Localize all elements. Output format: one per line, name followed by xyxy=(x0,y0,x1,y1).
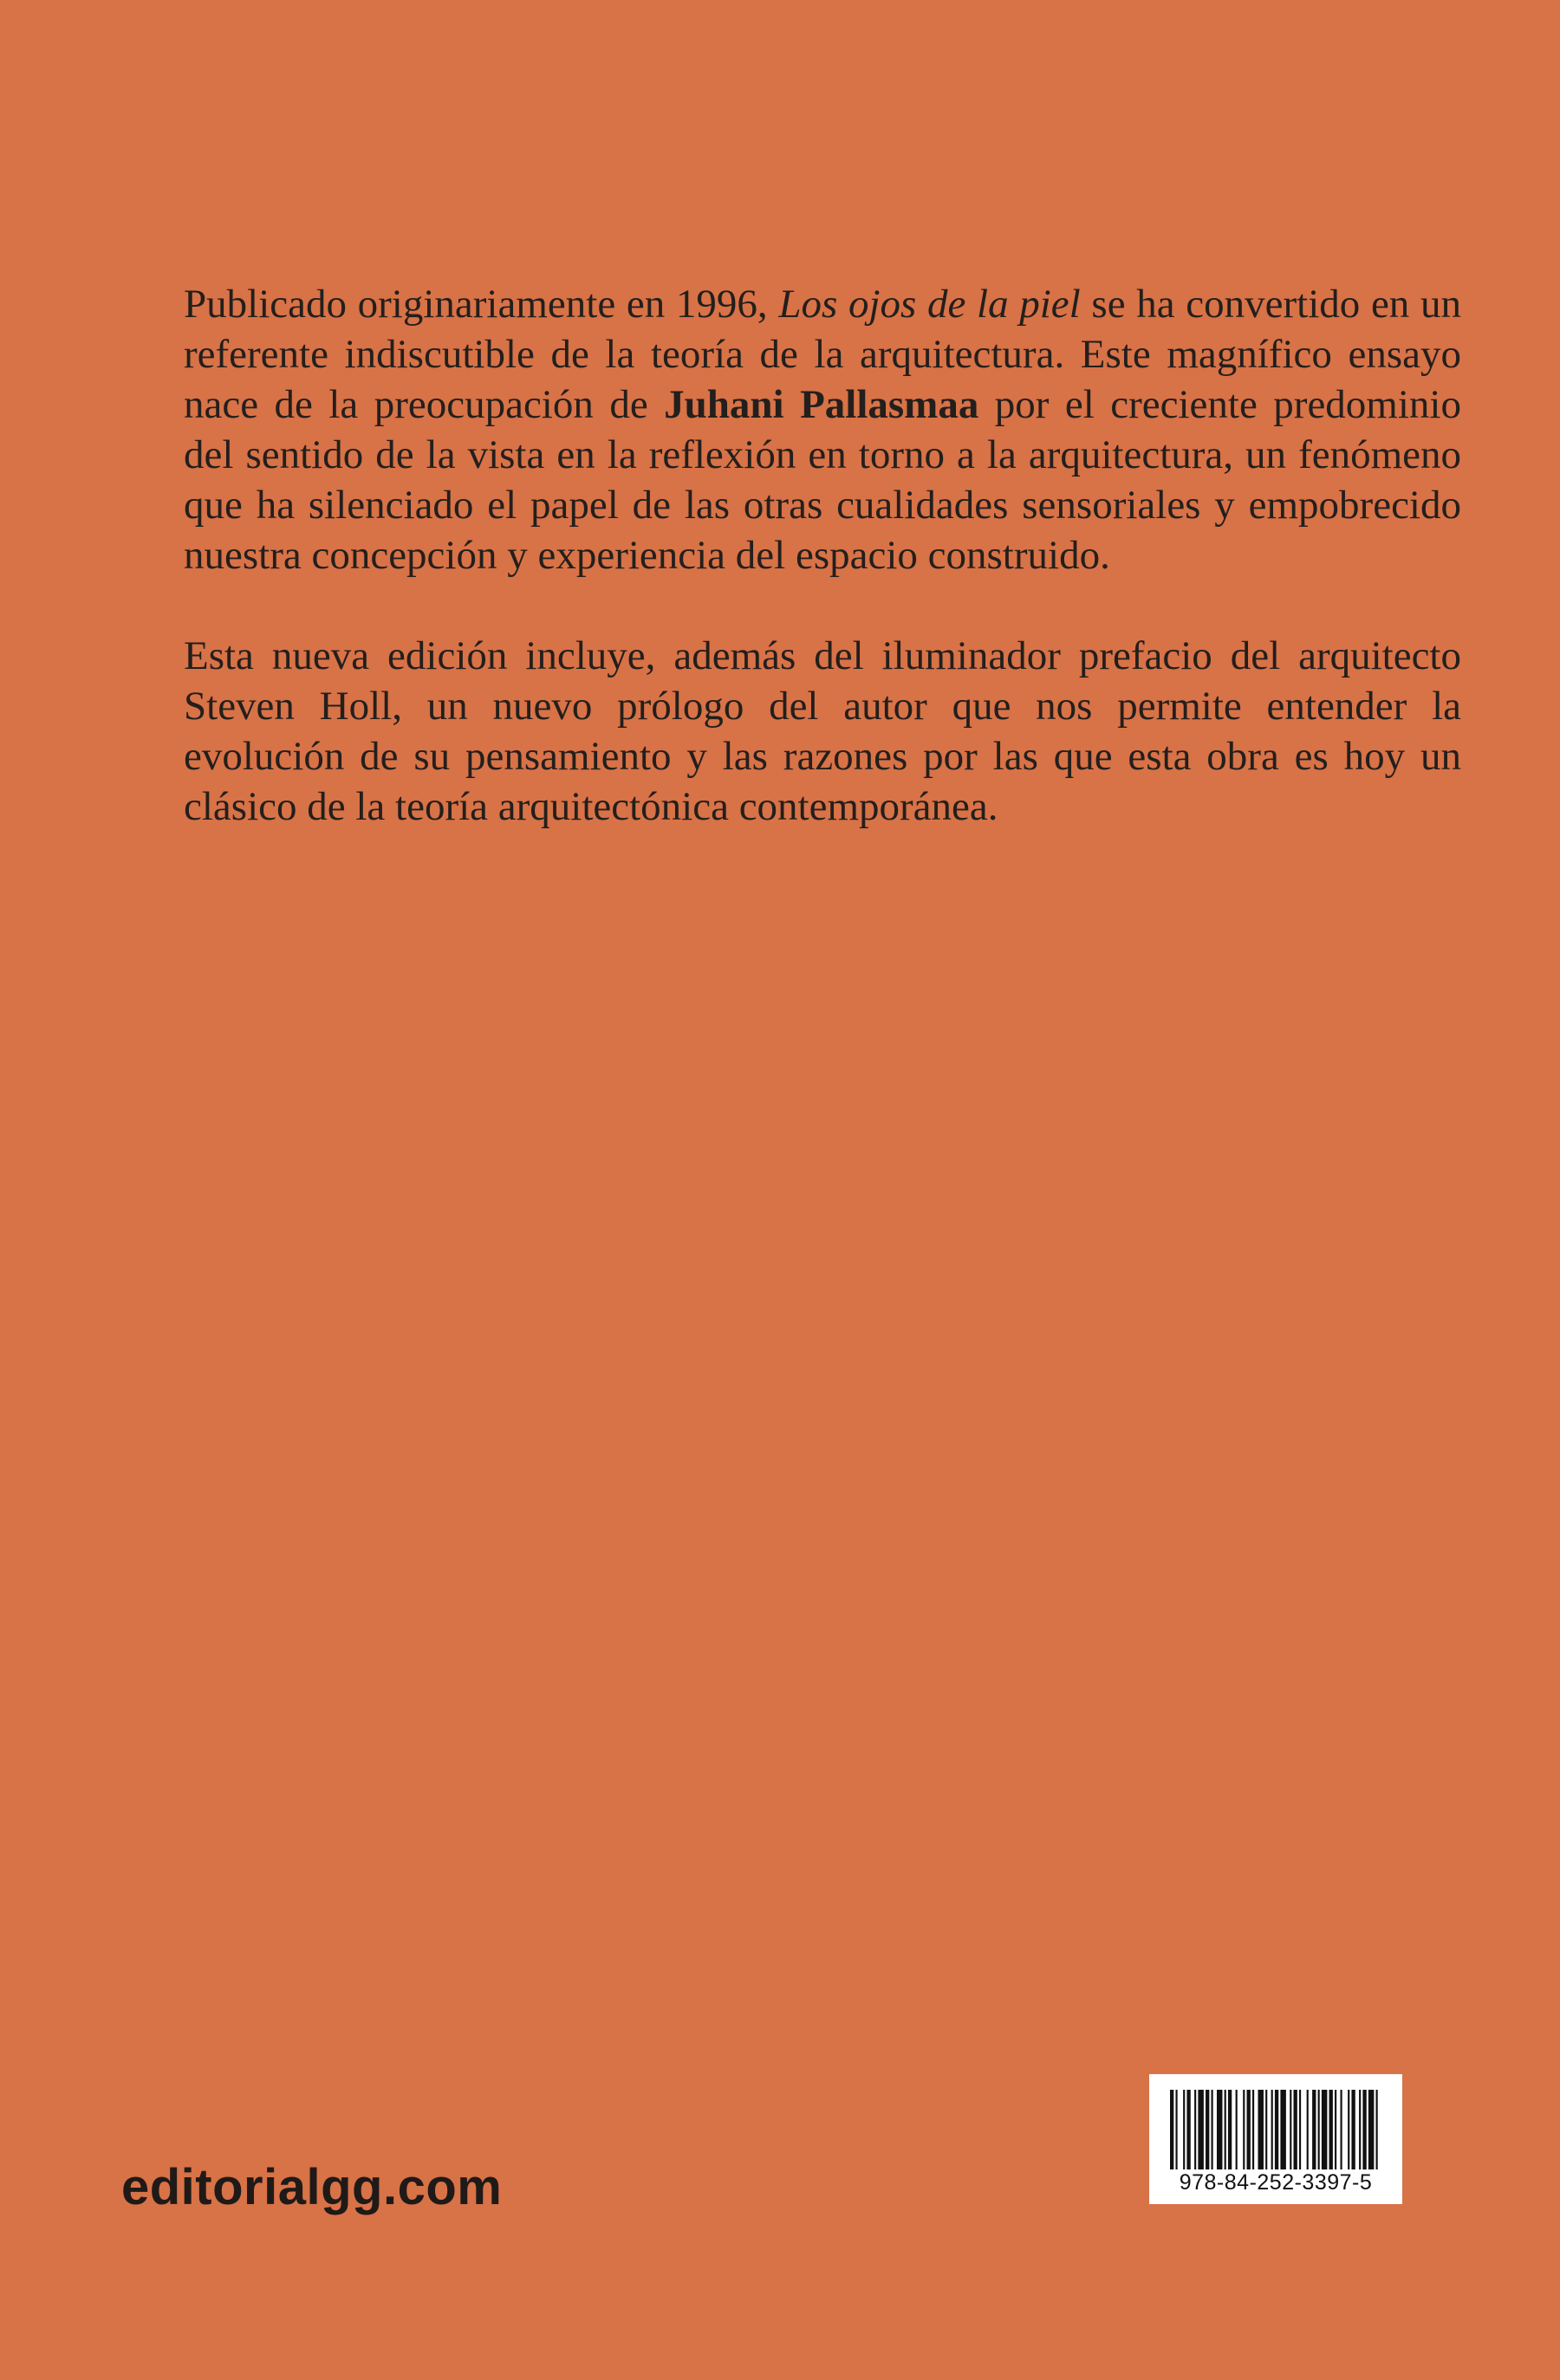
barcode-bar xyxy=(1294,2090,1297,2169)
barcode-bar xyxy=(1198,2090,1203,2169)
barcode-bar xyxy=(1217,2090,1222,2169)
barcode-bar xyxy=(1351,2090,1355,2169)
barcode-bar xyxy=(1252,2090,1254,2169)
barcode-bar xyxy=(1341,2090,1342,2169)
publisher-website: editorialgg.com xyxy=(121,2159,503,2215)
barcode-bar xyxy=(1212,2090,1213,2169)
barcode-bar xyxy=(1312,2090,1316,2169)
barcode-bar xyxy=(1368,2090,1374,2169)
barcode-bar xyxy=(1206,2090,1209,2169)
blurb-text xyxy=(184,279,1461,882)
barcode-bar xyxy=(1236,2090,1238,2169)
author-name: Juhani Pallasmaa xyxy=(664,382,979,427)
barcode-bar xyxy=(1265,2090,1267,2169)
barcode-bar xyxy=(1228,2090,1232,2169)
barcode-bar xyxy=(1175,2090,1177,2169)
barcode-bar xyxy=(1299,2090,1301,2169)
barcode-bar xyxy=(1225,2090,1226,2169)
barcode-bar xyxy=(1376,2090,1378,2169)
blurb-paragraph-1 xyxy=(184,279,1461,580)
barcode-bar xyxy=(1322,2090,1327,2169)
barcode-bars xyxy=(1170,2090,1381,2169)
barcode-bar xyxy=(1329,2090,1333,2169)
isbn-number: 978-84-252-3397-5 xyxy=(1179,2170,1373,2195)
blurb-p1-text-b: se ha convertido en un referente indiscutible de la teoría de la arquitectura. Este magnífico ensayo nace de la preocupación de xyxy=(184,282,1461,427)
barcode-bar xyxy=(1247,2090,1251,2169)
barcode-bar xyxy=(1280,2090,1285,2169)
barcode-bar xyxy=(1186,2090,1190,2169)
barcode-bar xyxy=(1359,2090,1361,2169)
barcode-bar xyxy=(1318,2090,1320,2169)
barcode-bar xyxy=(1258,2090,1263,2169)
barcode-bar xyxy=(1243,2090,1245,2169)
barcode-bar xyxy=(1271,2090,1273,2169)
barcode-bar xyxy=(1362,2090,1366,2169)
barcode-bar xyxy=(1194,2090,1196,2169)
barcode xyxy=(1149,2074,1402,2204)
blurb-p1-text-c: por el creciente predominio del sentido de la vista en la reflexión en torno a la arquitectura, un fenómeno que ha silenciado el papel de las otras cualidades sensoriales y empobrecido nuestra concepción y experiencia del espacio construido. xyxy=(184,382,1461,578)
book-title: Los ojos de la piel xyxy=(778,282,1081,327)
blurb-paragraph-2: Esta nueva edición incluye, además del iluminador prefacio del arquitecto Steven Holl, un nuevo prólogo del autor que nos permite entender la evolución de su pensamiento y las razones por las que esta obra es hoy un clásico de la teoría arquitectónica contemporánea. xyxy=(184,633,1461,829)
barcode-bar xyxy=(1307,2090,1309,2169)
blurb-p1-text-a: Publicado originariamente en 1996, xyxy=(184,282,779,327)
barcode-bar xyxy=(1170,2090,1173,2169)
barcode-bar xyxy=(1183,2090,1185,2169)
barcode-bar xyxy=(1275,2090,1278,2169)
barcode-bar xyxy=(1348,2090,1349,2169)
barcode-bar xyxy=(1290,2090,1291,2169)
barcode-bar xyxy=(1335,2090,1336,2169)
